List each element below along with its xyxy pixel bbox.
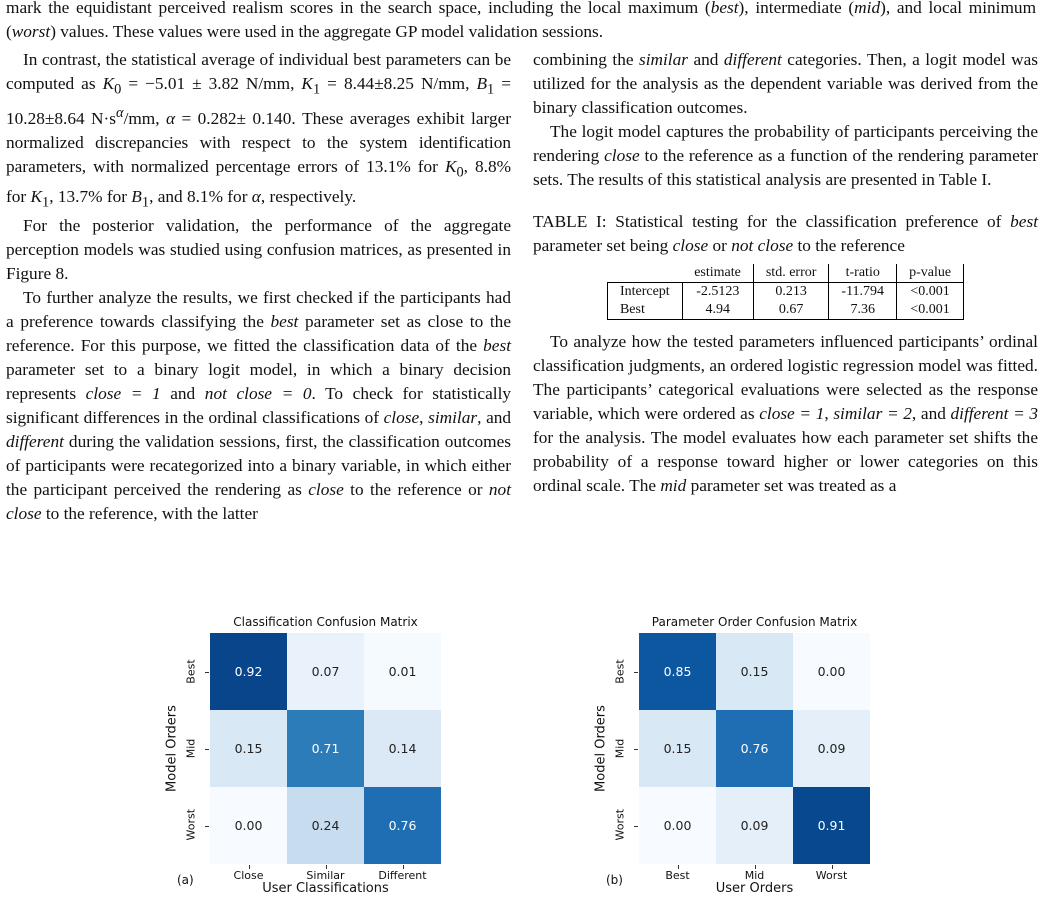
x-tick-label: Worst bbox=[815, 869, 848, 882]
y-tick-label: Worst bbox=[184, 808, 198, 840]
right-column bbox=[533, 48, 1038, 498]
table-row-label: Best bbox=[607, 301, 682, 320]
y-tick-label: Mid bbox=[613, 738, 627, 758]
chart-title: Classification Confusion Matrix bbox=[233, 615, 418, 629]
y-tick-mark bbox=[634, 672, 638, 673]
heatmap-cell: 0.00 bbox=[639, 787, 716, 864]
heatmap-cell: 0.14 bbox=[364, 710, 441, 787]
table-caption: TABLE I: Statistical testing for the classification preference of best parameter set being close or not close to the reference bbox=[533, 212, 1038, 255]
heatmap-cell: 0.00 bbox=[793, 633, 870, 710]
panel-label: (a) bbox=[177, 873, 194, 887]
table-cell: <0.001 bbox=[897, 301, 964, 320]
table-header-t-ratio: t-ratio bbox=[829, 264, 897, 283]
y-tick-label: Mid bbox=[184, 738, 198, 758]
x-tick-label: Different bbox=[378, 869, 427, 882]
figure-caption-continuation: mark the equidistant perceived realism scores in the search space, including the local maximum (best), intermediate (mid), and local minimum (worst) values. These values were used in the aggregate GP model validation sessions. bbox=[6, 0, 1037, 41]
chart-title: Parameter Order Confusion Matrix bbox=[651, 615, 858, 629]
paragraph-ordered-logistic: To analyze how the tested parameters influenced participants’ ordinal classification judgments, an ordered logistic regression model was fitted. The participants’ categorical evaluations were selected as the response variable, which were ordered as close = 1, similar = 2, and different = 3 for the analysis. The model evaluates how each parameter set shifts the probability of a response toward higher or lower categories on this ordinal scale. The mid parameter set was treated as a bbox=[533, 332, 1039, 495]
y-tick-label: Best bbox=[613, 658, 627, 684]
y-tick-mark bbox=[205, 672, 209, 673]
heatmap-cell: 0.91 bbox=[793, 787, 870, 864]
y-axis-label: Model Orders bbox=[164, 704, 180, 792]
heatmap-cell: 0.01 bbox=[364, 633, 441, 710]
y-tick-label: Worst bbox=[613, 808, 627, 840]
y-tick-mark bbox=[205, 749, 209, 750]
table-cell: 7.36 bbox=[829, 301, 897, 320]
y-axis-label: Model Orders bbox=[593, 704, 609, 792]
table-cell: -2.5123 bbox=[682, 283, 753, 302]
heatmap-cell: 0.15 bbox=[210, 710, 287, 787]
heatmap-cell: 0.76 bbox=[364, 787, 441, 864]
heatmap-cell: 0.71 bbox=[287, 710, 364, 787]
heatmap-cell: 0.24 bbox=[287, 787, 364, 864]
paragraph-parameter-averages: In contrast, the statistical average of individual best parameters can be computed as $K_0 = -5.01 \pm 3.82$ N/mm, $K_1 = 8.44\pm 8.25$ N/mm, $B_1 = 10.28\pm 8.64$ $N\cdot s^\alpha/mm$, α = 0.282± 0.140. These averages exhibit larger normalized discrepancies with respect to the system identification parameters, with normalized percentage errors of 13.1% for $K_0$, 8.8% for $K_1$, 13.7% for $B_1$, and 8.1% for α, respectively. bbox=[6, 50, 512, 211]
table-row-label: Intercept bbox=[607, 283, 682, 302]
heatmap-cell: 0.92 bbox=[210, 633, 287, 710]
table-cell: -11.794 bbox=[829, 283, 897, 302]
x-tick-label: Close bbox=[233, 869, 264, 882]
table-row bbox=[607, 283, 963, 302]
left-column bbox=[6, 48, 511, 526]
y-tick-mark bbox=[634, 826, 638, 827]
y-tick-mark bbox=[634, 749, 638, 750]
x-axis-label: User Classifications bbox=[262, 881, 389, 896]
table-cell: 0.213 bbox=[753, 283, 829, 302]
statistics-table bbox=[607, 264, 964, 320]
table-row bbox=[607, 301, 963, 320]
heatmap-cell: 0.76 bbox=[716, 710, 793, 787]
y-tick-mark bbox=[205, 826, 209, 827]
x-tick-label: Mid bbox=[744, 869, 765, 882]
paragraph-binary-logit: To further analyze the results, we first checked if the participants had a preference towards classifying the best parameter set as close to the reference. For this purpose, we fitted the classification data of the best parameter set to a binary logit model, in which a binary decision represents close = 1 and not close = 0. To check for statistically significant differences in the ordinal classifications of close, similar, and different during the validation sessions, first, the classification outcomes of participants were recategorized into a binary variable, in which either the participant perceived the rendering as close to the reference or not close to the reference, with the latter bbox=[6, 288, 512, 524]
confusion-matrix-b bbox=[430, 610, 950, 902]
paragraph-posterior-validation: For the posterior validation, the performance of the aggregate perception models was studied using confusion matrices, as presented in Figure 8. bbox=[6, 216, 511, 284]
heatmap-cell: 0.09 bbox=[793, 710, 870, 787]
heatmap-cell: 0.15 bbox=[639, 710, 716, 787]
heatmap-cell: 0.07 bbox=[287, 633, 364, 710]
heatmap-cell: 0.09 bbox=[716, 787, 793, 864]
table-cell: <0.001 bbox=[897, 283, 964, 302]
x-axis-label: User Orders bbox=[715, 881, 794, 896]
table-header-std-error: std. error bbox=[753, 264, 829, 283]
table-cell: 0.67 bbox=[753, 301, 829, 320]
x-tick-label: Best bbox=[665, 869, 690, 882]
table-header-p-value: p-value bbox=[897, 264, 964, 283]
y-tick-label: Best bbox=[184, 658, 198, 684]
table-cell: 4.94 bbox=[682, 301, 753, 320]
x-tick-label: Similar bbox=[306, 869, 345, 882]
heatmap-cell: 0.00 bbox=[210, 787, 287, 864]
heatmap-cell: 0.15 bbox=[716, 633, 793, 710]
paragraph-combining: combining the similar and different categories. Then, a logit model was utilized for the analysis as the dependent variable was derived from the binary classification outcomes. bbox=[533, 50, 1039, 117]
heatmap-cell: 0.85 bbox=[639, 633, 716, 710]
panel-label: (b) bbox=[606, 873, 623, 887]
paragraph-logit-model: The logit model captures the probability of participants perceiving the rendering close to the reference as a function of the rendering parameter sets. The results of this statistical analysis are presented in Table I. bbox=[533, 122, 1038, 189]
table-header-estimate: estimate bbox=[682, 264, 753, 283]
